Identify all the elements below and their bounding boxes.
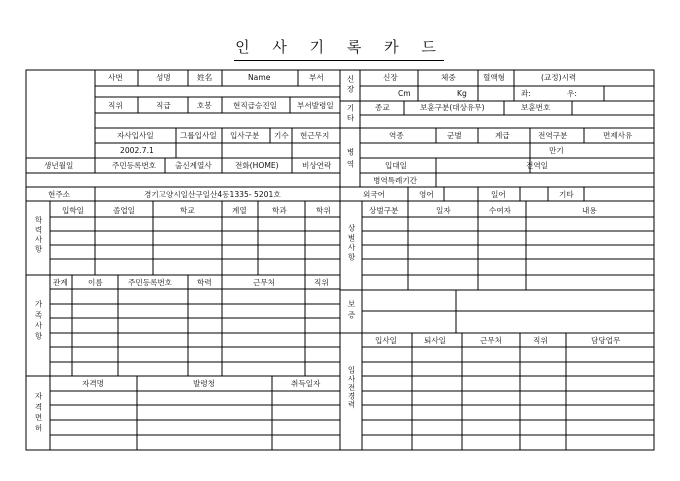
label-dept-assign-date: 부서발령일 [297,101,334,110]
section-education [28,216,48,254]
label-hanja-name: 姓名 [197,73,213,82]
label-foreign-language: 외국어 [363,190,386,199]
career-col-position: 직위 [533,336,548,345]
family-col-name: 이름 [88,278,103,287]
label-discharge-type: 전역구분 [538,131,568,140]
label-exemption: 면제사유 [603,131,633,140]
family-col-position: 직위 [314,278,329,287]
join-date-value: 2002.7.1 [120,146,154,155]
label-expiry: 만기 [549,146,564,155]
label-english: 영어 [419,190,434,199]
awards-col-date: 일자 [436,206,451,215]
section-career [341,366,361,409]
label-generation: 기수 [274,131,289,140]
section-other-text: 기타 [346,104,355,124]
label-resident-no: 주민등록번호 [112,161,157,170]
address-value: 경기고양시일산구일산4동1335- 5201호 [144,190,281,199]
section-license-text: 자격면허 [34,392,43,435]
label-name-en: Name [248,73,271,82]
edu-col-major: 학과 [272,206,287,215]
label-phone-home: 전화(HOME) [235,161,279,170]
career-col-leave: 퇴사일 [424,336,447,345]
section-other [341,104,359,123]
section-guarantee-text: 보증 [347,300,356,322]
awards-col-type: 상벌구분 [369,206,399,215]
label-grade: 직급 [156,101,171,110]
career-col-join: 입사일 [375,336,398,345]
page-title: 인 사 기 록 카 드 [235,38,445,56]
label-name: 성명 [156,73,171,82]
label-weight: 체중 [441,73,456,82]
label-join-date: 자사입사일 [117,131,154,140]
label-language-other: 기타 [559,190,574,199]
label-join-type: 입사구분 [230,131,260,140]
label-veteran-type: 보훈구분(대상유무) [420,103,485,112]
label-veteran-no: 보훈번호 [521,103,551,112]
label-birthplace: 출신계열사 [175,161,212,170]
edu-col-graduation: 졸업일 [113,206,136,215]
family-col-relation: 관계 [53,278,68,287]
section-body-text: 신장 [346,75,355,95]
label-position: 직위 [108,101,123,110]
label-salary-step: 호봉 [197,101,212,110]
section-license [28,392,48,434]
label-rank: 계급 [495,131,510,140]
edu-col-degree: 학위 [316,206,331,215]
label-work-place: 현근무지 [300,131,330,140]
section-guarantee [341,300,361,321]
family-col-resident-no: 주민등록번호 [128,278,173,287]
section-military-text: 병역 [346,148,355,172]
license-col-name: 자격명 [82,379,105,388]
label-birth-date: 생년월일 [44,161,74,170]
section-body [341,75,359,94]
license-col-date: 취득일자 [291,379,321,388]
label-special-period: 병역특례기간 [373,176,418,185]
career-col-duty: 담당업무 [591,336,621,345]
awards-col-content: 내용 [582,206,597,215]
label-address: 현주소 [48,190,71,199]
section-family-text: 가족사항 [34,300,43,343]
section-military [341,148,359,171]
license-col-issuer: 발령청 [193,379,216,388]
section-career-text: 입사전경력 [347,366,356,409]
awards-col-grantor: 수여자 [489,206,512,215]
label-height: 신장 [383,73,398,82]
label-religion: 종교 [375,103,390,112]
edu-col-school: 학교 [180,206,195,215]
label-discharge-date: 전역일 [526,161,549,170]
section-education-text: 학력사항 [34,216,43,255]
label-vision-left: 좌: [521,89,531,98]
label-blood-type: 혈액형 [483,73,506,82]
section-family [28,300,48,342]
label-vision: (교정)시력 [541,73,577,82]
label-weight-unit: Kg [457,89,467,98]
career-col-workplace: 근무처 [480,336,503,345]
label-promotion-date: 현직급승진일 [233,101,278,110]
label-enlist-date: 입대일 [385,161,408,170]
section-awards [341,224,361,262]
edu-col-admission: 입학일 [62,206,85,215]
label-vision-right: 우: [567,89,577,98]
label-japanese: 일어 [491,190,506,199]
family-col-education: 학력 [197,278,212,287]
label-height-unit: Cm [398,89,411,98]
family-col-workplace: 근무처 [253,278,276,287]
label-group-join-date: 그룹입사일 [180,131,217,140]
label-service-type: 역종 [389,131,404,140]
label-branch: 군별 [447,131,462,140]
label-employee-no: 사번 [108,73,123,82]
section-awards-text: 상벌사항 [347,224,356,263]
edu-col-track: 계열 [232,206,247,215]
label-emergency-contact: 비상연락 [302,161,332,170]
label-dept: 부서 [309,73,324,82]
